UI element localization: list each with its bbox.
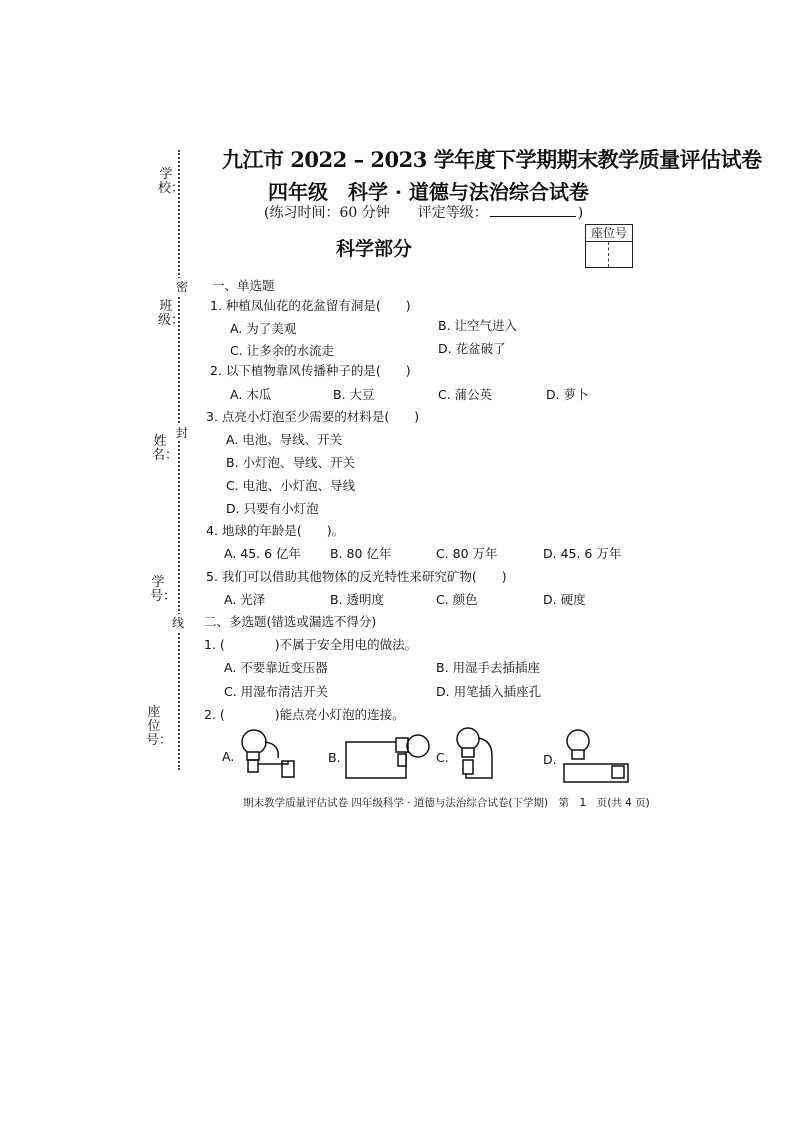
q4-stem: 4. 地球的年龄是( )。 [206,523,345,538]
m1-stem: 1. ( )不属于安全用电的做法。 [204,637,418,652]
q1-stem: 1. 种植凤仙花的花盆留有洞是( ) [210,298,411,313]
q2-option-b: B. 大豆 [333,387,375,402]
q1-option-c: C. 让多余的水流走 [230,343,335,358]
m2-option-c: C. [436,750,449,765]
q2-option-a: A. 木瓜 [230,387,272,402]
seat-box-divider [608,242,609,267]
q5-option-a: A. 光泽 [224,592,266,607]
section-title: 科学部分 [336,238,413,260]
q2-stem: 2. 以下植物靠风传播种子的是( ) [210,363,411,378]
q3-stem: 3. 点亮小灯泡至少需要的材料是( ) [206,409,420,424]
binding-mark-line: 线 [172,616,185,630]
q4-option-d: D. 45. 6 万年 [543,546,622,561]
name-label: 姓名： [152,434,179,463]
m1-option-a: A. 不要靠近变压器 [224,660,328,675]
q5-stem: 5. 我们可以借助其他物体的反光特性来研究矿物( ) [206,569,507,584]
q4-option-a: A. 45. 6 亿年 [224,546,302,561]
time-note-text: (练习时间：60 分钟 评定等级： [264,205,488,221]
binding-mark-close: 封 [176,426,189,440]
time-note [264,202,583,222]
q5-option-d: D. 硬度 [543,592,586,607]
q4-option-c: C. 80 万年 [436,546,498,561]
class-label: 班级： [158,299,185,328]
q2-option-c: C. 蒲公英 [438,387,493,402]
m2-option-d: D. [543,752,557,767]
binding-mark-seal: 密 [176,280,189,294]
q3-option-b: B. 小灯泡、导线、开关 [226,455,356,470]
part2-heading: 二、多选题(错选或漏选不得分) [204,614,377,629]
q1-option-b: B. 让空气进入 [438,318,518,333]
circuit-a-diagram [234,728,304,784]
m1-option-d: D. 用笔插入插座孔 [436,684,542,699]
q5-option-b: B. 透明度 [330,592,385,607]
m2-stem: 2. ( )能点亮小灯泡的连接。 [204,707,405,722]
q1-option-d: D. 花盆破了 [438,341,506,356]
q5-option-c: C. 颜色 [436,592,478,607]
q4-option-b: B. 80 亿年 [330,546,392,561]
seat-box-header: 座位号 [586,225,632,242]
time-note-end: ) [577,205,584,221]
m1-option-c: C. 用湿布清洁开关 [224,684,329,699]
m2-option-a: A. [222,749,235,764]
q3-option-d: D. 只要有小灯泡 [226,501,319,516]
m1-option-b: B. 用湿手去插插座 [436,660,541,675]
circuit-b-diagram [344,732,434,782]
q2-option-d: D. 萝卜 [546,387,589,402]
student-no-label: 学号： [150,575,177,604]
q3-option-c: C. 电池、小灯泡、导线 [226,478,356,493]
exam-title: 九江市 2022 – 2023 学年度下学期期末教学质量评估试卷 [222,147,762,172]
circuit-d-diagram [562,728,638,786]
seat-no-label: 座位号： [146,705,173,748]
grade-blank[interactable] [490,216,576,217]
binding-line [178,150,180,770]
q1-option-a: A. 为了美观 [230,321,297,336]
school-label: 学校： [158,167,185,196]
circuit-c-diagram [452,726,508,784]
page-footer: 期末教学质量评估试卷 四年级科学 · 道德与法治综合试卷(下学期) 第 1 页(共 4 页) [243,797,650,809]
seat-box [585,224,633,268]
exam-subtitle: 四年级 科学 · 道德与法治综合试卷 [268,180,589,204]
q3-option-a: A. 电池、导线、开关 [226,432,343,447]
m2-option-b: B. [328,750,341,765]
part1-heading: 一、单选题 [212,278,275,293]
